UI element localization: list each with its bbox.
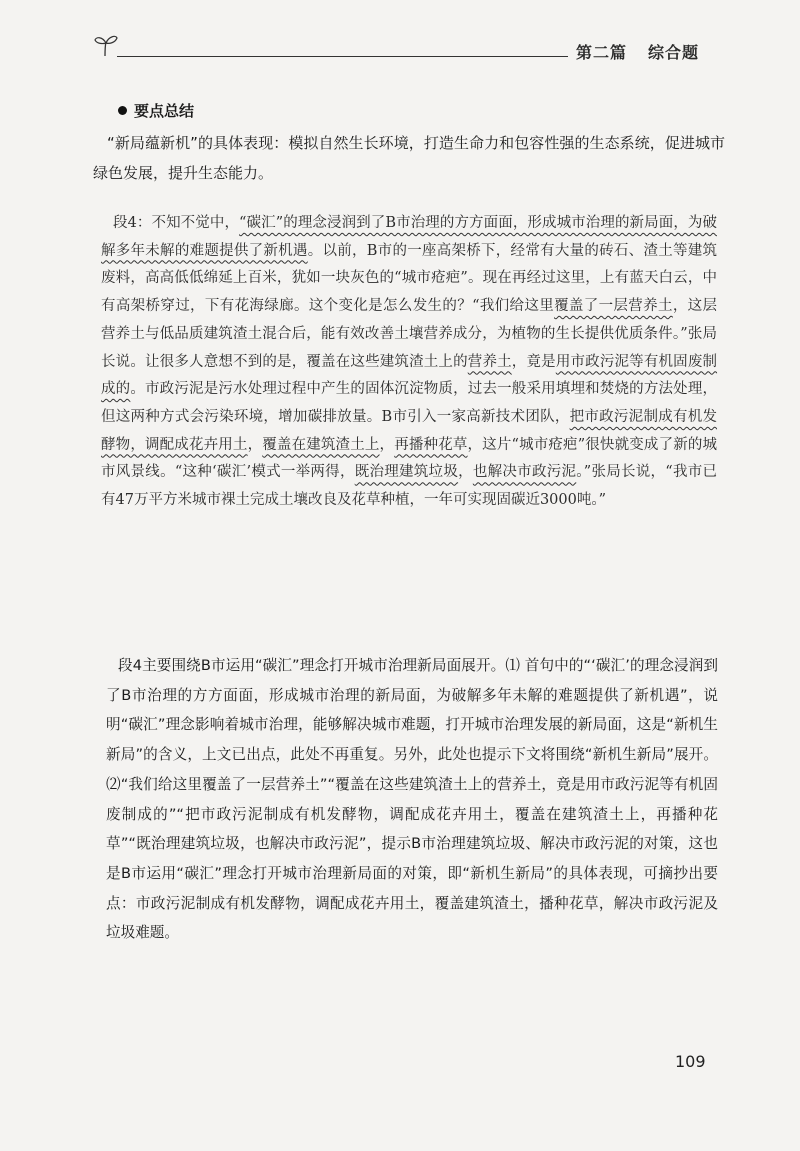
passage-text: ， bbox=[247, 436, 263, 453]
underlined-phrase: 营养土 bbox=[467, 353, 512, 370]
underlined-phrase: 既治理建筑垃圾 bbox=[354, 464, 459, 481]
sprout-icon bbox=[93, 32, 119, 58]
passage-text: ，这层营养土与低品质建筑渣土混合后，能有效改善土壤营养成分，为植物的生长提供优质条件。”张局长说。让很多人意想不到的是，覆盖在这些建筑渣土上的 bbox=[101, 298, 717, 370]
passage-paragraph bbox=[101, 210, 717, 515]
header-rule bbox=[117, 56, 568, 57]
section-name: 综合题 bbox=[648, 43, 700, 62]
page-header bbox=[93, 30, 713, 66]
underlined-phrase: 覆盖了一层营养土 bbox=[554, 298, 673, 315]
underlined-phrase: 把市政污泥制成有机发酵物，调配成花卉用土 bbox=[101, 408, 718, 453]
passage-text: 。”张局长说，“我市已有47万平方米城市裸土完成土壤改良及花草种植，一年可实现固碳近3000吨。” bbox=[101, 464, 718, 509]
passage-text: ，竟是 bbox=[511, 353, 556, 370]
passage-text: ，这片“城市疮疤”很快就变成了新的城市风景线。“这种‘碳汇’模式一举两得， bbox=[101, 436, 718, 481]
passage-text: ， bbox=[379, 436, 395, 453]
section-number: 第二篇 bbox=[576, 43, 628, 62]
underlined-phrase: 用市政污泥等有机固废制成的 bbox=[101, 353, 718, 398]
analysis-text: 段4主要围绕B市运用“碳汇”理念打开城市治理新局面展开。⑴ 首句中的“‘碳汇’的理念浸润到了B市治理的方方面面，形成城市治理的新局面，为破解多年未解的难题提供了新机遇”，说明“碳汇”理念影响着城市治理，能够解决城市难题，打开城市治理发展的新局面，这是“新机生新局”的含义，上文已出点，此处不再重复。另外，此处也提示下文将围绕“新机生新局”展开。⑵“我们给这里覆盖了一层营养土”“覆盖在这些建筑渣土上的营养土，竟是用市政污泥等有机固废制成的”“把市政污泥制成有机发酵物，调配成花卉用土，覆盖在建筑渣土上，再播种花草”“既治理建筑垃圾，也解决市政污泥”，提示B市治理建筑垃圾、解决市政污泥的对策，这也是B市运用“碳汇”理念打开城市治理新局面的对策，即“新机生新局”的具体表现，可摘抄出要点：市政污泥制成有机发酵物，调配成花卉用土，覆盖建筑渣土，播种花草，解决市政污泥及垃圾难题。 bbox=[106, 657, 718, 942]
underlined-phrase: 也解决市政污泥 bbox=[472, 464, 577, 481]
summary-heading-text: 要点总结 bbox=[134, 102, 195, 120]
passage-text: ， bbox=[458, 464, 473, 481]
passage-text: 。市政污泥是污水处理过程中产生的固体沉淀物质，过去一般采用填埋和焚烧的方法处理，但这两种方式会污染环境，增加碳排放量。B市引入一家高新技术团队， bbox=[101, 381, 717, 425]
underlined-phrase: 覆盖在建筑渣土上 bbox=[262, 436, 380, 453]
summary-text: “新局蕴新机”的具体表现：模拟自然生长环境，打造生命力和包容性强的生态系统，促进城市绿色发展，提升生态能力。 bbox=[93, 134, 725, 182]
passage-text: 。以前，B市的一座高架桥下，经常有大量的砖石、渣土等建筑废料，高高低低绵延上百米，犹如一块灰色的“城市疮疤”。现在再经过这里，上有蓝天白云，中有高架桥穿过，下有花海绿廊。这个变化是怎么发生的？“我们给这里 bbox=[101, 242, 717, 315]
page-number: 109 bbox=[675, 1052, 706, 1071]
underlined-phrase: “碳汇”的理念浸润到了B市治理的方方面面，形成城市治理的新局面，为破解多年未解的难题提供了新机遇 bbox=[101, 215, 717, 259]
underlined-phrase: 再播种花草 bbox=[394, 436, 468, 453]
passage-text: 段4：不知不觉中， bbox=[113, 215, 240, 231]
summary-heading bbox=[118, 100, 194, 121]
bullet-icon bbox=[118, 106, 127, 115]
